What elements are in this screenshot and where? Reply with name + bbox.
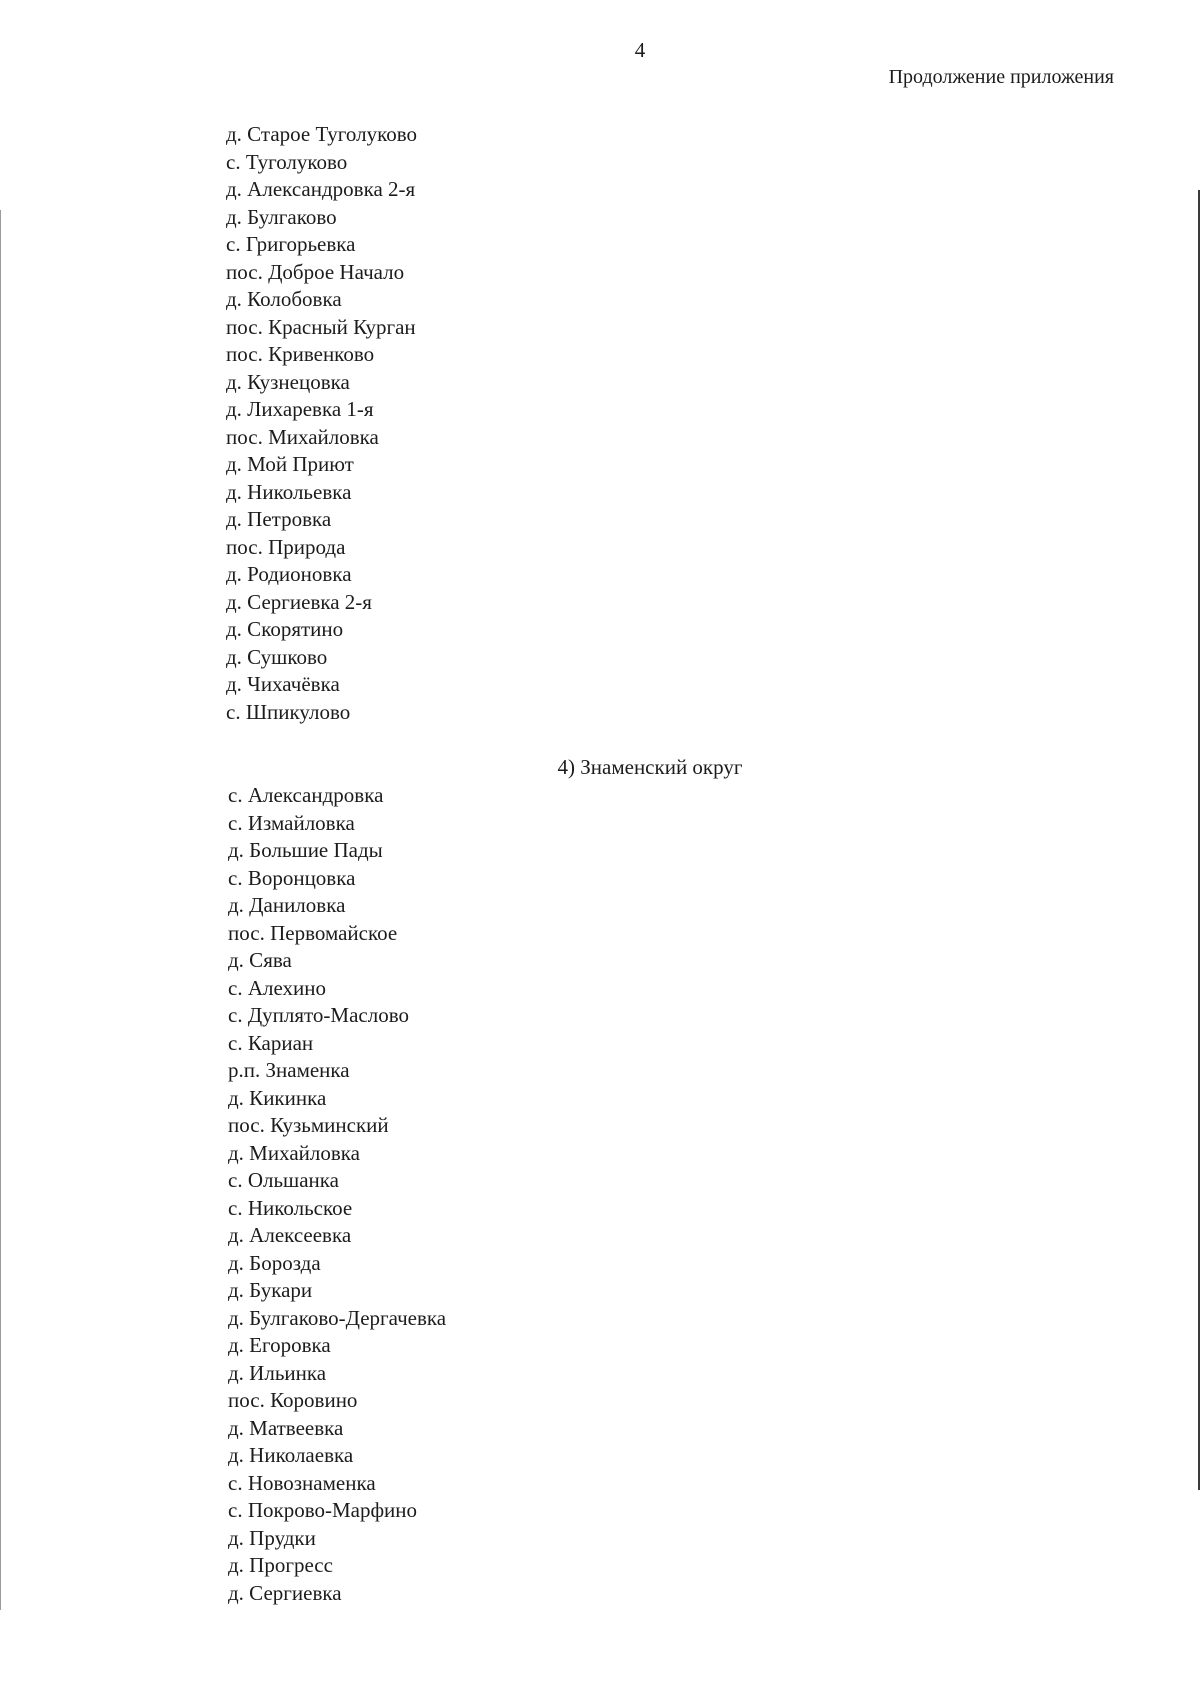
settlement-item: пос. Красный Курган xyxy=(226,314,416,339)
settlement-item: д. Михайловка xyxy=(228,1140,360,1165)
settlement-item: с. Покрово-Марфино xyxy=(228,1498,418,1522)
settlement-item: д. Сергиевка xyxy=(228,1580,342,1605)
settlement-item: д. Матвеевка xyxy=(228,1415,344,1440)
settlement-item: д. Родионовка xyxy=(226,562,352,586)
settlement-item: пос. Кривенково xyxy=(226,342,375,366)
settlement-item: пос. Первомайское xyxy=(228,920,398,945)
settlement-item: пос. Природа xyxy=(226,534,346,559)
settlement-item: д. Петровка xyxy=(226,507,332,531)
settlement-item: д. Лихаревка 1-я xyxy=(226,397,374,421)
settlement-item: д. Сергиевка 2-я xyxy=(226,589,372,614)
settlement-item: д. Скорятино xyxy=(226,617,344,641)
settlement-item: д. Большие Пады xyxy=(228,838,383,862)
settlement-item: с. Александровка xyxy=(228,783,384,807)
settlement-item: д. Ильинка xyxy=(228,1360,327,1385)
settlement-item: с. Ольшанка xyxy=(228,1168,339,1192)
settlement-item: с. Измайловка xyxy=(228,810,355,835)
settlement-item: д. Николаевка xyxy=(228,1443,354,1467)
settlement-item: с. Воронцовка xyxy=(228,865,356,890)
settlement-item: с. Туголуково xyxy=(226,149,348,174)
settlement-item: д. Чихачёвка xyxy=(226,672,340,696)
settlement-item: д. Кикинка xyxy=(228,1085,327,1110)
section-heading-znamensky: 4) Знаменский округ xyxy=(557,755,743,779)
settlement-item: д. Прогресс xyxy=(228,1553,333,1577)
settlement-list-znamensky xyxy=(228,782,446,1607)
settlement-item: д. Старое Туголуково xyxy=(226,122,417,146)
scan-edge-left xyxy=(0,210,1,1610)
settlement-list-previous-district xyxy=(226,121,417,726)
settlement-item: д. Сява xyxy=(228,948,292,972)
settlement-item: д. Егоровка xyxy=(228,1333,331,1357)
settlement-item: д. Колобовка xyxy=(226,287,342,311)
settlement-item: д. Александровка 2-я xyxy=(226,177,416,201)
settlement-item: с. Кариан xyxy=(228,1030,314,1055)
settlement-item: д. Прудки xyxy=(228,1525,316,1550)
settlement-item: пос. Кузьминский xyxy=(228,1113,389,1137)
settlement-item: с. Шпикулово xyxy=(226,699,351,724)
continuation-note: Продолжение приложения xyxy=(888,66,1114,88)
settlement-item: пос. Коровино xyxy=(228,1388,358,1412)
settlement-item: д. Алексеевка xyxy=(228,1223,352,1247)
settlement-item: с. Новознаменка xyxy=(228,1470,376,1495)
settlement-item: пос. Доброе Начало xyxy=(226,259,405,284)
settlement-item: с. Алехино xyxy=(228,975,326,1000)
settlement-item: д. Мой Приют xyxy=(226,452,354,476)
settlement-item: д. Никольевка xyxy=(226,479,352,504)
settlement-item: с. Григорьевка xyxy=(226,232,356,256)
settlement-item: д. Кузнецовка xyxy=(226,369,350,394)
settlement-item: д. Сушково xyxy=(226,644,328,669)
page-number: 4 xyxy=(634,38,646,62)
settlement-item: с. Дуплято-Маслово xyxy=(228,1003,409,1027)
settlement-item: д. Булгаково-Дергачевка xyxy=(228,1305,447,1330)
settlement-item: д. Букари xyxy=(228,1278,313,1302)
settlement-item: д. Даниловка xyxy=(228,893,346,917)
settlement-item: д. Борозда xyxy=(228,1250,321,1275)
settlement-item: д. Булгаково xyxy=(226,204,337,229)
settlement-item: с. Никольское xyxy=(228,1195,353,1220)
settlement-item: пос. Михайловка xyxy=(226,424,379,449)
settlement-item: р.п. Знаменка xyxy=(228,1058,350,1082)
